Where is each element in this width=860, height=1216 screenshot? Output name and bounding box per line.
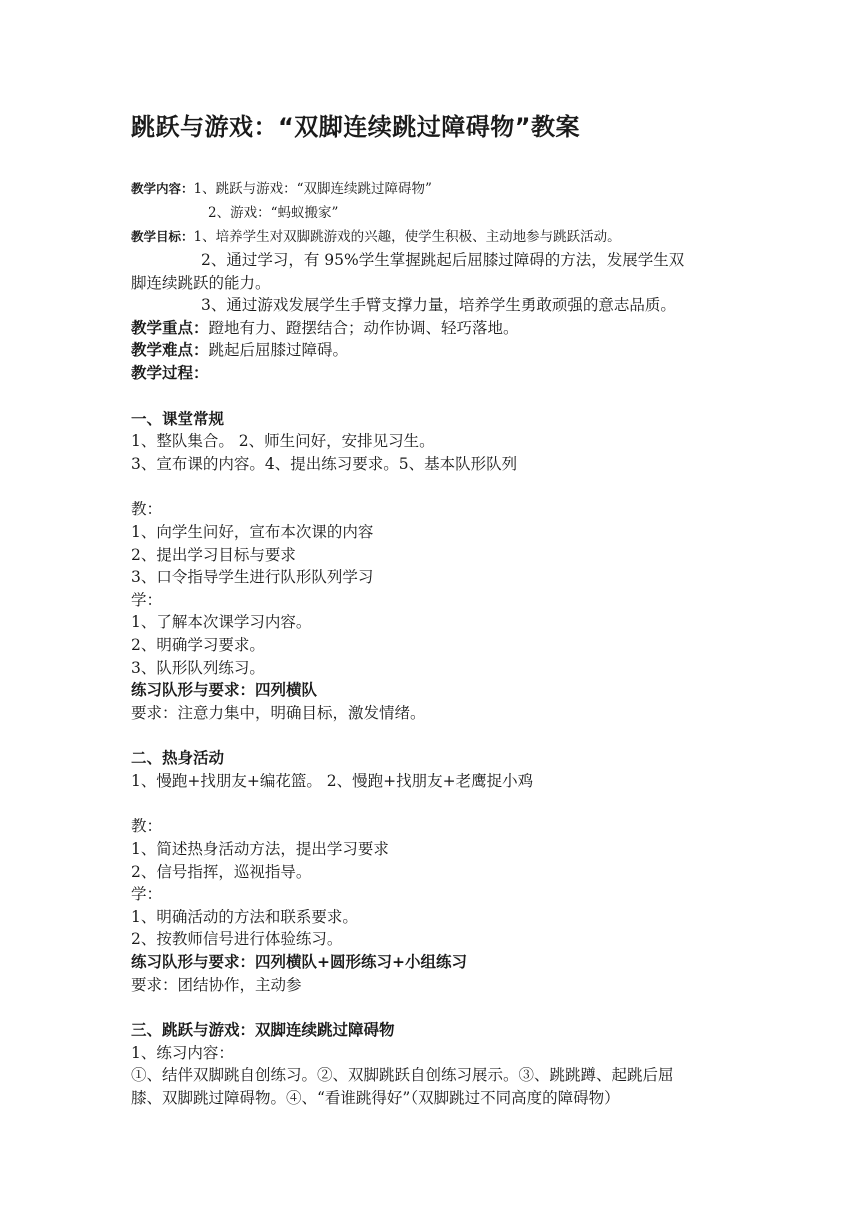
difficulty-label: 教学难点： bbox=[131, 341, 209, 360]
section2-teach-1: 1、简述热身活动方法，提出学习要求 bbox=[131, 840, 389, 859]
section2-formation: 练习队形与要求：四列横队+圆形练习+小组练习 bbox=[131, 953, 467, 972]
keypoints-label: 教学重点： bbox=[131, 318, 209, 337]
section1-teach-2: 2、提出学习目标与要求 bbox=[131, 545, 296, 564]
content-line-1 bbox=[131, 177, 751, 201]
section1-heading: 一、课堂常规 bbox=[131, 409, 225, 428]
goals-item-1: 1、培养学生对双脚跳游戏的兴趣，使学生积极、主动地参与跳跃活动。 bbox=[193, 229, 621, 245]
section2-learn-2: 2、按教师信号进行体验练习。 bbox=[131, 930, 343, 949]
section1-line-1: 1、整队集合。 2、师生问好，安排见习生。 bbox=[131, 432, 435, 451]
difficulty-text: 跳起后屈膝过障碍。 bbox=[208, 341, 349, 360]
section1-learn-3: 3、队形队列练习。 bbox=[131, 658, 265, 677]
section1-requirement: 要求：注意力集中，明确目标，激发情绪。 bbox=[131, 703, 426, 722]
content-item-2: 2、游戏：“蚂蚁搬家” bbox=[208, 205, 339, 221]
section1-formation: 练习队形与要求：四列横队 bbox=[131, 681, 318, 700]
section2-learn-1: 1、明确活动的方法和联系要求。 bbox=[131, 907, 358, 926]
spacer bbox=[131, 385, 751, 408]
section2-heading: 二、热身活动 bbox=[131, 749, 225, 768]
keypoints-line bbox=[131, 317, 751, 340]
section1-learn-1: 1、了解本次课学习内容。 bbox=[131, 613, 312, 632]
goals-line-1 bbox=[131, 225, 751, 249]
section2-requirement: 要求：团结协作，主动参 bbox=[131, 975, 302, 994]
section3-line-3: 膝、双脚跳过障碍物。④、“看谁跳得好”（双脚跳过不同高度的障碍物） bbox=[131, 1089, 620, 1107]
section1-learn-label: 学： bbox=[131, 590, 163, 609]
content-label: 教学内容： bbox=[131, 181, 194, 196]
document-title: 跳跃与游戏：“双脚连续跳过障碍物”教案 bbox=[131, 113, 581, 141]
spacer bbox=[131, 792, 751, 815]
content-item-1: 1、跳跃与游戏：“双脚连续跳过障碍物” bbox=[193, 181, 432, 197]
keypoints-text: 蹬地有力、蹬摆结合；动作协调、轻巧落地。 bbox=[208, 318, 519, 337]
section3-line-2: ①、结伴双脚跳自创练习。②、双脚跳跃自创练习展示。③、跳跳蹲、起跳后屈 bbox=[131, 1066, 674, 1085]
section1-teach-3: 3、口令指导学生进行队形队列学习 bbox=[131, 568, 374, 587]
goals-item-2b: 脚连续跳跃的能力。 bbox=[131, 273, 271, 292]
section1-teach-1: 1、向学生问好，宣布本次课的内容 bbox=[131, 522, 374, 541]
difficulty-line bbox=[131, 339, 751, 362]
section2-line-1: 1、慢跑+找朋友+编花篮。 2、慢跑+找朋友+老鹰捉小鸡 bbox=[131, 771, 534, 790]
section2-teach-2: 2、信号指挥，巡视指导。 bbox=[131, 862, 312, 881]
goals-item-3: 3、通过游戏发展学生手臂支撑力量，培养学生勇敢顽强的意志品质。 bbox=[201, 296, 676, 315]
goals-item-2a: 2、通过学习，有 95%学生掌握跳起后屈膝过障碍的方法，发展学生双 bbox=[201, 251, 685, 269]
section3-heading: 三、跳跃与游戏：双脚连续跳过障碍物 bbox=[131, 1021, 395, 1040]
process-label: 教学过程： bbox=[131, 363, 209, 382]
spacer bbox=[131, 996, 751, 1019]
document-page bbox=[131, 110, 751, 1110]
section1-learn-2: 2、明确学习要求。 bbox=[131, 635, 265, 654]
section1-teach-label: 教： bbox=[131, 500, 163, 519]
spacer bbox=[131, 724, 751, 747]
section2-learn-label: 学： bbox=[131, 885, 163, 904]
section3-line-1: 1、练习内容： bbox=[131, 1043, 234, 1062]
spacer bbox=[131, 475, 751, 498]
goals-label: 教学目标： bbox=[131, 229, 194, 244]
section1-line-2: 3、宣布课的内容。4、提出练习要求。5、基本队形队列 bbox=[131, 454, 518, 473]
section2-teach-label: 教： bbox=[131, 817, 163, 836]
